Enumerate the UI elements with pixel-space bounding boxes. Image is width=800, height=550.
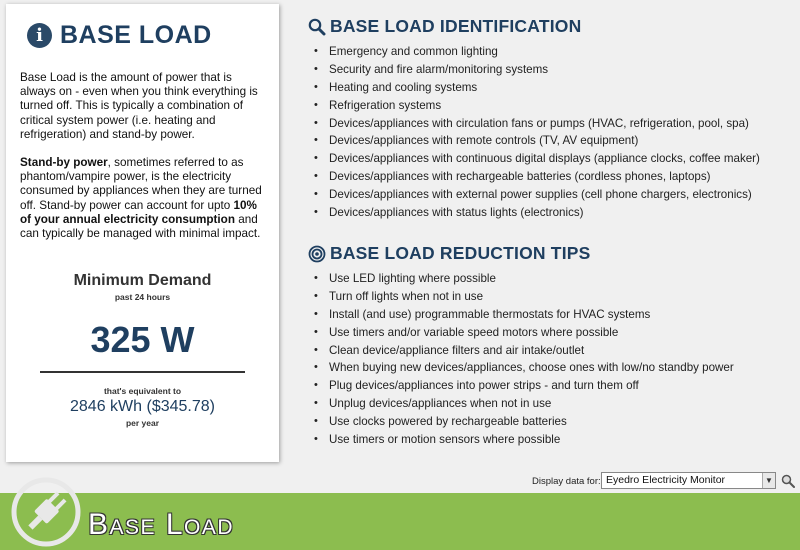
tip-item: • Use clocks powered by rechargeable batteries bbox=[314, 413, 734, 431]
tip-item: • Unplug devices/appliances when not in use bbox=[314, 395, 734, 413]
ident-item: • Devices/appliances with remote controls (TV, AV equipment) bbox=[314, 132, 760, 150]
ident-item: • Devices/appliances with external power supplies (cell phone chargers, electronics) bbox=[314, 186, 760, 204]
tips-list bbox=[314, 270, 734, 449]
annual-energy-value: 2846 kWh ($345.78) bbox=[70, 398, 215, 416]
equivalent-label: that's equivalent to bbox=[103, 386, 182, 397]
footer-title: Base Load bbox=[88, 508, 235, 541]
demand-period: past 24 hours bbox=[114, 292, 171, 303]
description-paragraph-2: Stand-by power, sometimes referred to as phantom/vampire power, is the electricity consumed by appliances when they are turned off. Stand-by power can account for upto 10% of your annual electricity consumption and can typically be managed with minimal impact. bbox=[20, 156, 262, 241]
identification-section bbox=[308, 16, 760, 222]
demand-title: Minimum Demand bbox=[73, 272, 212, 290]
tip-item: • Turn off lights when not in use bbox=[314, 288, 734, 306]
tip-item: • Use timers and/or variable speed motors where possible bbox=[314, 324, 734, 342]
tip-item: • Plug devices/appliances into power strips - and turn them off bbox=[314, 377, 734, 395]
tip-item: • Use timers or motion sensors where possible bbox=[314, 431, 734, 449]
chevron-down-icon[interactable]: ▼ bbox=[762, 473, 775, 488]
zoom-icon[interactable] bbox=[781, 474, 795, 488]
target-icon bbox=[308, 245, 326, 263]
ident-item: • Devices/appliances with status lights (electronics) bbox=[314, 204, 760, 222]
ident-item: • Emergency and common lighting bbox=[314, 43, 760, 61]
toolbar bbox=[0, 468, 800, 492]
card-title bbox=[27, 21, 265, 50]
description-paragraph-1: Base Load is the amount of power that is always on - even when you think everything is turned off. This is typically a combination of critical system power (i.e. heating and refrigeration) and stand-by power. bbox=[20, 71, 258, 141]
info-icon: i bbox=[27, 23, 52, 48]
tip-item: • Install (and use) programmable thermostats for HVAC systems bbox=[314, 306, 734, 324]
tips-title bbox=[308, 243, 734, 264]
tip-item: • Use LED lighting where possible bbox=[314, 270, 734, 288]
tips-section bbox=[308, 243, 734, 449]
annual-period: per year bbox=[125, 418, 160, 429]
identification-heading: BASE LOAD IDENTIFICATION bbox=[330, 16, 582, 36]
device-select-value: Eyedro Electricity Monitor bbox=[606, 474, 726, 486]
display-data-label: Display data for: bbox=[532, 476, 601, 487]
ident-item: • Security and fire alarm/monitoring systems bbox=[314, 61, 760, 79]
minimum-demand-panel bbox=[20, 272, 265, 428]
plug-icon bbox=[10, 476, 82, 548]
ident-item: • Devices/appliances with circulation fans or pumps (HVAC, refrigeration, pool, spa) bbox=[314, 115, 760, 133]
base-load-description bbox=[20, 71, 265, 241]
ident-item: • Devices/appliances with continuous digital displays (appliance clocks, coffee maker) bbox=[314, 150, 760, 168]
divider bbox=[40, 371, 245, 373]
tip-item: • Clean device/appliance filters and air intake/outlet bbox=[314, 342, 734, 360]
identification-list bbox=[314, 43, 760, 222]
base-load-card bbox=[6, 4, 279, 462]
search-icon bbox=[308, 18, 326, 36]
ident-item: • Refrigeration systems bbox=[314, 97, 760, 115]
card-heading: BASE LOAD bbox=[60, 21, 212, 49]
demand-value: 325 W bbox=[90, 319, 195, 361]
device-select[interactable] bbox=[601, 472, 776, 489]
tips-heading: BASE LOAD REDUCTION TIPS bbox=[330, 243, 591, 263]
ident-item: • Heating and cooling systems bbox=[314, 79, 760, 97]
tip-item: • When buying new devices/appliances, choose ones with low/no standby power bbox=[314, 359, 734, 377]
identification-title bbox=[308, 16, 760, 37]
ident-item: • Devices/appliances with rechargeable batteries (cordless phones, laptops) bbox=[314, 168, 760, 186]
footer-banner bbox=[0, 493, 800, 550]
